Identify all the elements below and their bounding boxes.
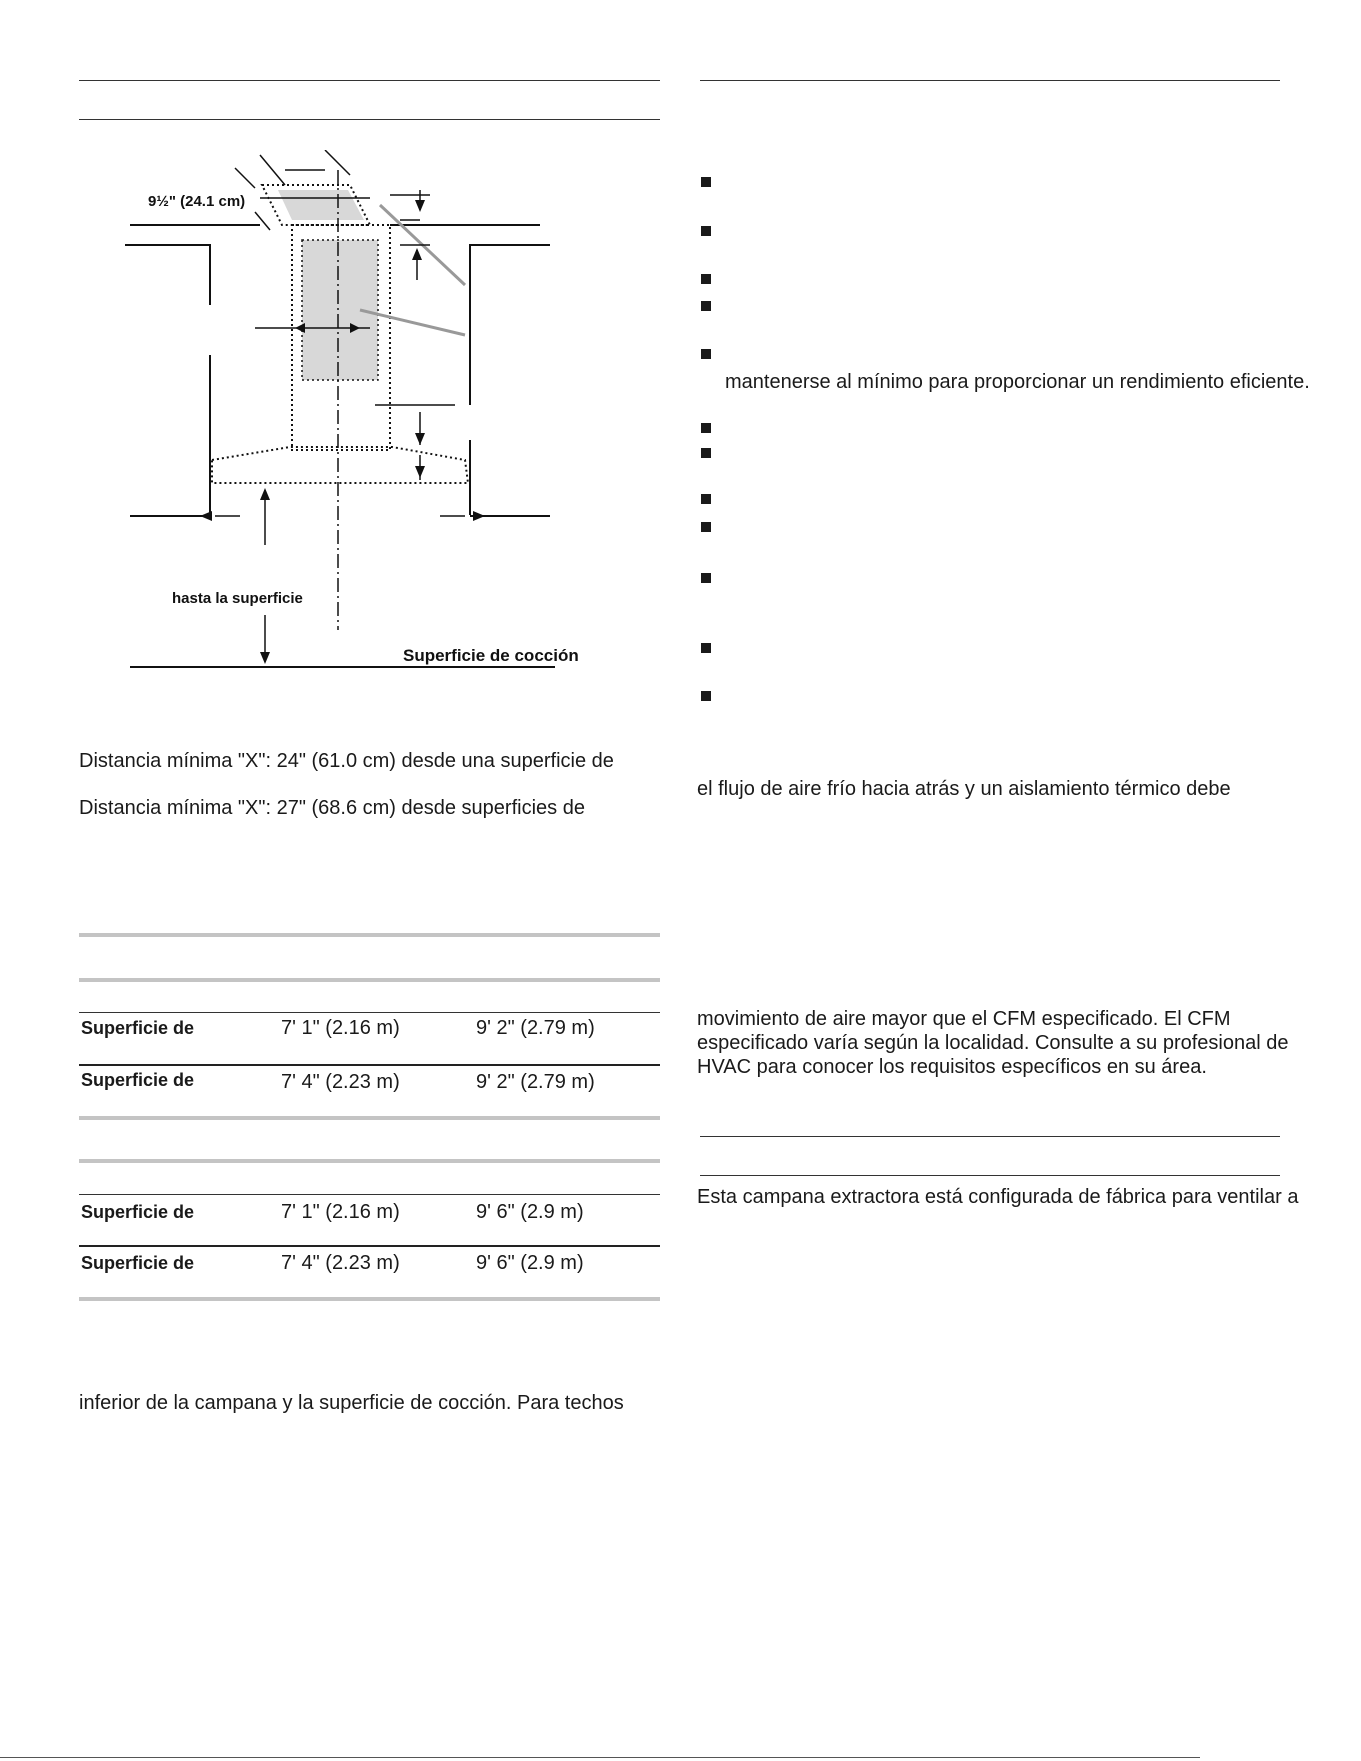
bullet-6 [701,423,711,433]
table1-row2-min: 7' 4" (2.23 m) [281,1071,400,1093]
table2-row1-max: 9' 6" (2.9 m) [476,1201,584,1223]
bullet-4 [701,301,711,311]
right-header-rule-top [700,80,1280,81]
diagram-dimension-label: 9½" (24.1 cm) [148,193,246,210]
cfm-text-line3: HVAC para conocer los requisitos específicos en su área. [697,1056,1207,1078]
table1-row2-label: Superficie de [81,1070,195,1090]
diagram-distance-label: hasta la superficie [172,590,303,607]
table1-row2-max: 9' 2" (2.79 m) [476,1071,595,1093]
table2-rule-top [79,1159,660,1163]
right-section-rule-bottom [700,1175,1280,1176]
table1-rule-header [79,978,660,982]
bullet-8 [701,494,711,504]
bullet-3 [701,274,711,284]
bullet-2 [701,226,711,236]
table2-row2-label: Superficie de [81,1253,195,1273]
bullet-12 [701,691,711,701]
table2-row2-max: 9' 6" (2.9 m) [476,1252,584,1274]
table1-rule-row2 [79,1064,660,1066]
diagram-surface-label: Superficie de cocción [403,646,579,665]
table1-rule-top [79,933,660,937]
hood-installation-diagram [110,150,590,690]
bullet-11 [701,643,711,653]
table2-row1-label: Superficie de [81,1202,195,1222]
bullet-7 [701,448,711,458]
left-header-rule-top [79,80,660,81]
page-bottom-rule [0,1757,1200,1758]
cold-air-text: el flujo de aire frío hacia atrás y un aislamiento térmico debe [697,778,1231,800]
table1-row1-label: Superficie de [81,1018,195,1038]
cfm-text-line2: especificado varía según la localidad. Consulte a su profesional de [697,1032,1289,1054]
table1-row1-max: 9' 2" (2.79 m) [476,1017,595,1039]
bullet-9 [701,522,711,532]
cfm-text-line1: movimiento de aire mayor que el CFM especificado. El CFM [697,1008,1231,1030]
left-header-rule-bottom [79,119,660,120]
table1-row1-min: 7' 1" (2.16 m) [281,1017,400,1039]
table1-rule-bottom [79,1116,660,1120]
vent-config-text: Esta campana extractora está configurada de fábrica para ventilar a [697,1186,1299,1208]
right-section-rule-top [700,1136,1280,1137]
min-distance-24: Distancia mínima "X": 24" (61.0 cm) desde una superficie de [79,750,614,772]
table2-rule-row2 [79,1245,660,1247]
bullet-10 [701,573,711,583]
efficiency-text: mantenerse al mínimo para proporcionar un rendimiento eficiente. [725,371,1310,393]
min-distance-27: Distancia mínima "X": 27" (68.6 cm) desde superficies de [79,797,585,819]
left-bottom-text: inferior de la campana y la superficie de cocción. Para techos [79,1392,624,1414]
table2-rule-bottom [79,1297,660,1301]
table2-row1-min: 7' 1" (2.16 m) [281,1201,400,1223]
bullet-5 [701,349,711,359]
table2-row2-min: 7' 4" (2.23 m) [281,1252,400,1274]
bullet-1 [701,177,711,187]
table2-rule-row1 [79,1194,660,1195]
table1-rule-row1 [79,1012,660,1013]
